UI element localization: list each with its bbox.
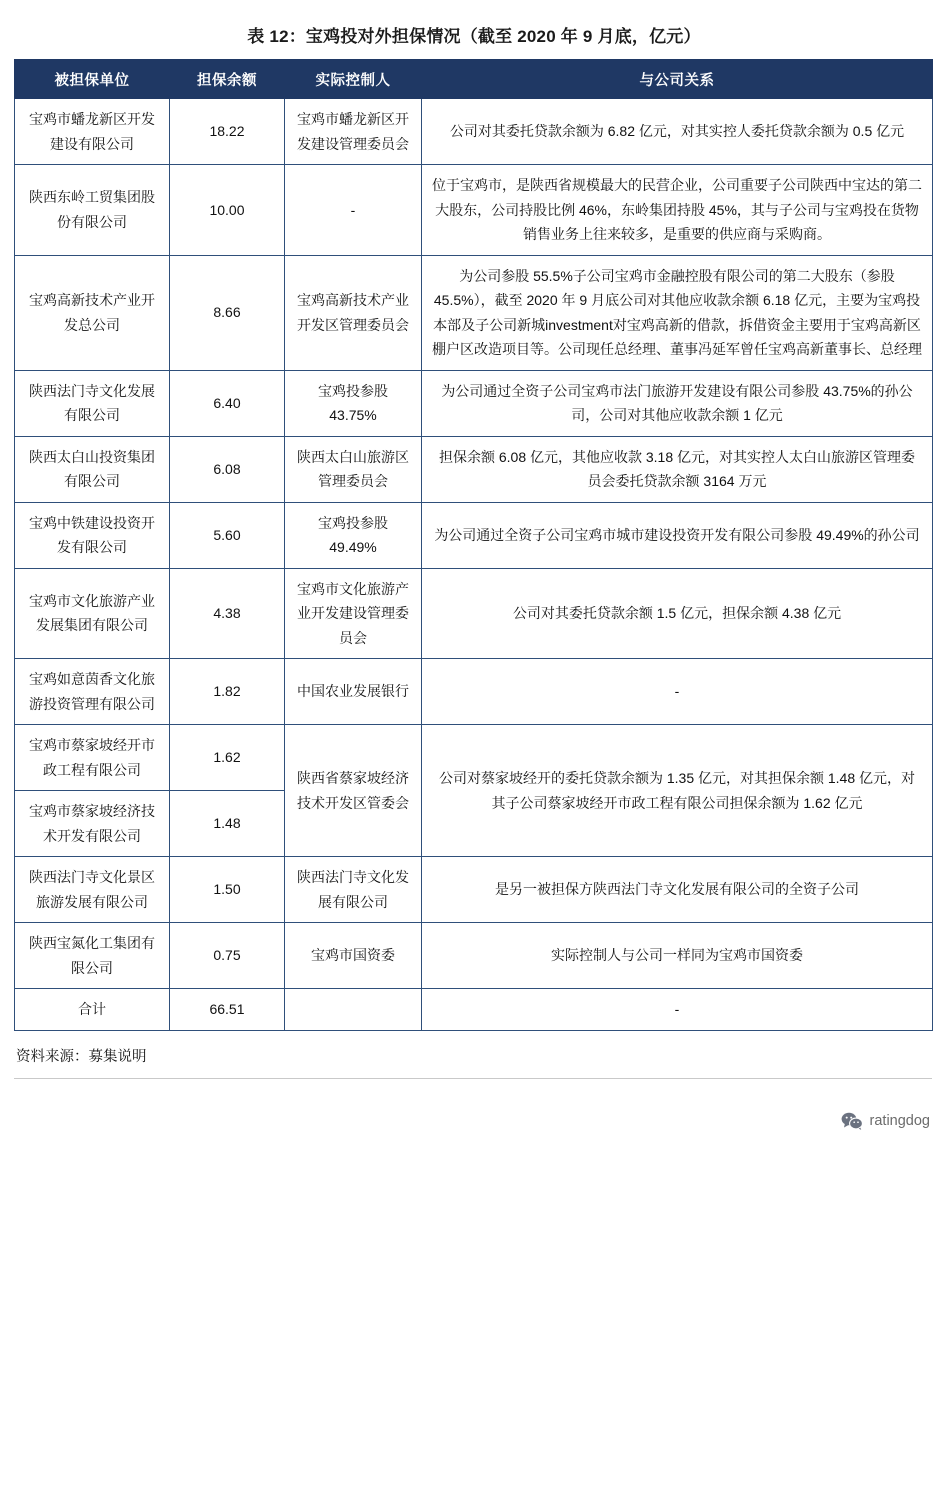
cell-controller: 宝鸡高新技术产业开发区管理委员会 bbox=[285, 255, 422, 370]
cell-amount: 1.62 bbox=[170, 725, 285, 791]
cell-unit: 宝鸡市蔡家坡经开市政工程有限公司 bbox=[15, 725, 170, 791]
table-row bbox=[15, 255, 933, 370]
cell-unit: 宝鸡高新技术产业开发总公司 bbox=[15, 255, 170, 370]
table-row bbox=[15, 99, 933, 165]
cell-relation: 是另一被担保方陕西法门寺文化发展有限公司的全资子公司 bbox=[422, 857, 933, 923]
cell-amount: 6.08 bbox=[170, 436, 285, 502]
cell-amount: 1.48 bbox=[170, 791, 285, 857]
watermark bbox=[841, 1112, 930, 1131]
cell-unit: 宝鸡市蔡家坡经济技术开发有限公司 bbox=[15, 791, 170, 857]
cell-unit: 陕西法门寺文化发展有限公司 bbox=[15, 370, 170, 436]
cell-amount: 10.00 bbox=[170, 165, 285, 256]
cell-relation: 为公司参股 55.5%子公司宝鸡市金融控股有限公司的第二大股东（参股 45.5%），截至 2020 年 9 月底公司对其他应收款余额 6.18 亿元，主要为宝鸡投本部及子公司新城investment对宝鸡高新的借款，拆借资金主要用于宝鸡高新区棚户区改造项目等。公司现任总经理、董事冯延军曾任宝鸡高新董事长、总经理 bbox=[422, 255, 933, 370]
cell-relation: - bbox=[422, 989, 933, 1031]
cell-controller: - bbox=[285, 165, 422, 256]
cell-controller: 陕西省蔡家坡经济技术开发区管委会 bbox=[285, 725, 422, 857]
cell-controller bbox=[285, 989, 422, 1031]
cell-controller: 宝鸡市国资委 bbox=[285, 923, 422, 989]
cell-amount: 6.40 bbox=[170, 370, 285, 436]
cell-relation: 为公司通过全资子公司宝鸡市城市建设投资开发有限公司参股 49.49%的孙公司 bbox=[422, 502, 933, 568]
cell-amount: 8.66 bbox=[170, 255, 285, 370]
cell-relation: 为公司通过全资子公司宝鸡市法门旅游开发建设有限公司参股 43.75%的孙公司，公司对其他应收款余额 1 亿元 bbox=[422, 370, 933, 436]
cell-relation: 公司对蔡家坡经开的委托贷款余额为 1.35 亿元，对其担保余额 1.48 亿元，对其子公司蔡家坡经开市政工程有限公司担保余额为 1.62 亿元 bbox=[422, 725, 933, 857]
cell-unit: 宝鸡如意茵香文化旅游投资管理有限公司 bbox=[15, 659, 170, 725]
cell-amount: 4.38 bbox=[170, 568, 285, 659]
cell-controller: 中国农业发展银行 bbox=[285, 659, 422, 725]
guarantee-table bbox=[14, 59, 933, 1031]
footer-divider bbox=[14, 1078, 932, 1079]
column-header-unit: 被担保单位 bbox=[15, 60, 170, 99]
page-footer bbox=[14, 1089, 934, 1133]
cell-unit: 宝鸡市蟠龙新区开发建设有限公司 bbox=[15, 99, 170, 165]
table-header-row bbox=[15, 60, 933, 99]
cell-unit: 宝鸡中铁建设投资开发有限公司 bbox=[15, 502, 170, 568]
cell-amount: 5.60 bbox=[170, 502, 285, 568]
table-row bbox=[15, 659, 933, 725]
page-title: 表 12：宝鸡投对外担保情况（截至 2020 年 9 月底，亿元） bbox=[247, 27, 701, 46]
table-row bbox=[15, 857, 933, 923]
cell-controller: 宝鸡投参股 49.49% bbox=[285, 502, 422, 568]
cell-amount: 18.22 bbox=[170, 99, 285, 165]
watermark-label: ratingdog bbox=[869, 1113, 930, 1129]
cell-controller: 陕西法门寺文化发展有限公司 bbox=[285, 857, 422, 923]
column-header-controller: 实际控制人 bbox=[285, 60, 422, 99]
cell-unit: 陕西东岭工贸集团股份有限公司 bbox=[15, 165, 170, 256]
table-row bbox=[15, 502, 933, 568]
cell-relation: 担保余额 6.08 亿元，其他应收款 3.18 亿元，对其实控人太白山旅游区管理委员会委托贷款余额 3164 万元 bbox=[422, 436, 933, 502]
table-row bbox=[15, 370, 933, 436]
cell-unit: 合计 bbox=[15, 989, 170, 1031]
source-note: 资料来源：募集说明 bbox=[16, 1048, 147, 1065]
cell-relation: 公司对其委托贷款余额为 6.82 亿元，对其实控人委托贷款余额为 0.5 亿元 bbox=[422, 99, 933, 165]
table-row bbox=[15, 436, 933, 502]
table-row bbox=[15, 923, 933, 989]
cell-relation: 公司对其委托贷款余额 1.5 亿元，担保余额 4.38 亿元 bbox=[422, 568, 933, 659]
cell-controller: 宝鸡市蟠龙新区开发建设管理委员会 bbox=[285, 99, 422, 165]
cell-relation: 实际控制人与公司一样同为宝鸡市国资委 bbox=[422, 923, 933, 989]
cell-relation: - bbox=[422, 659, 933, 725]
cell-unit: 陕西法门寺文化景区旅游发展有限公司 bbox=[15, 857, 170, 923]
cell-amount: 1.50 bbox=[170, 857, 285, 923]
column-header-amount: 担保余额 bbox=[170, 60, 285, 99]
cell-amount: 1.82 bbox=[170, 659, 285, 725]
cell-amount: 66.51 bbox=[170, 989, 285, 1031]
cell-controller: 陕西太白山旅游区管理委员会 bbox=[285, 436, 422, 502]
cell-controller: 宝鸡投参股 43.75% bbox=[285, 370, 422, 436]
cell-unit: 陕西太白山投资集团有限公司 bbox=[15, 436, 170, 502]
table-row bbox=[15, 725, 933, 791]
wechat-icon bbox=[841, 1112, 863, 1131]
cell-unit: 陕西宝氮化工集团有限公司 bbox=[15, 923, 170, 989]
column-header-relation: 与公司关系 bbox=[422, 60, 933, 99]
cell-relation: 位于宝鸡市，是陕西省规模最大的民营企业，公司重要子公司陕西中宝达的第二大股东，公司持股比例 46%，东岭集团持股 45%，其与子公司与宝鸡投在货物销售业务上往来较多，是重要的供应商与采购商。 bbox=[422, 165, 933, 256]
table-row bbox=[15, 568, 933, 659]
cell-unit: 宝鸡市文化旅游产业发展集团有限公司 bbox=[15, 568, 170, 659]
table-row-total bbox=[15, 989, 933, 1031]
cell-amount: 0.75 bbox=[170, 923, 285, 989]
table-row bbox=[15, 165, 933, 256]
cell-controller: 宝鸡市文化旅游产业开发建设管理委员会 bbox=[285, 568, 422, 659]
